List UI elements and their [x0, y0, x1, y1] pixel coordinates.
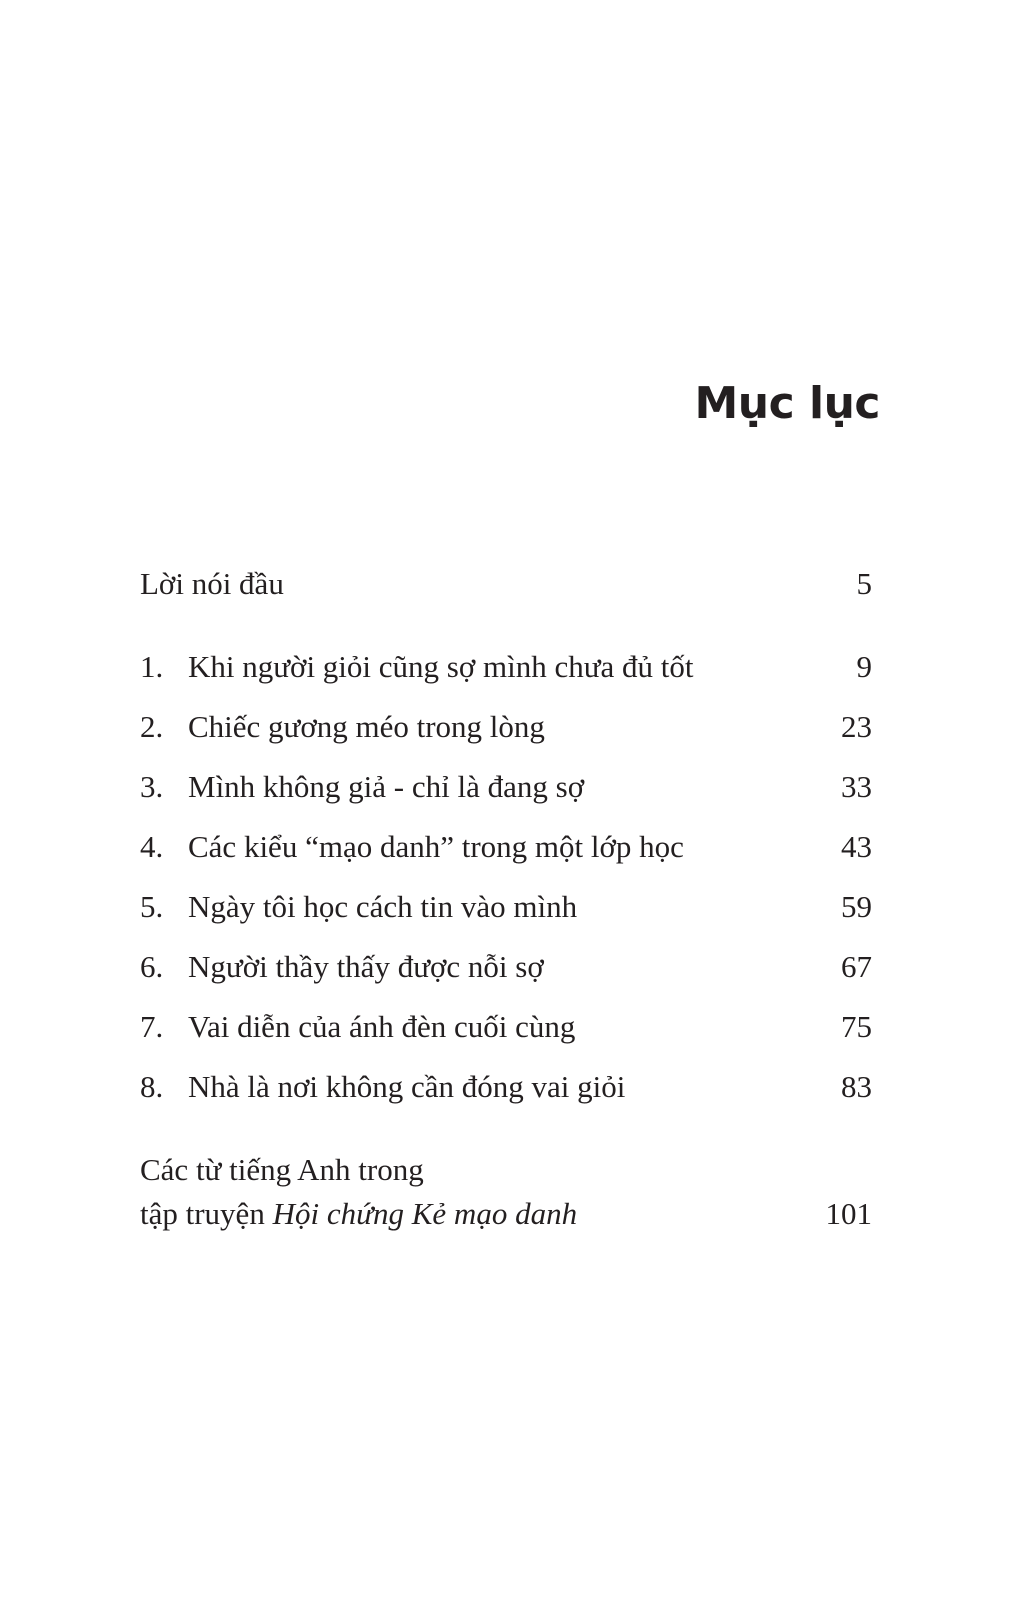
toc-entry-chapter-2	[140, 705, 872, 749]
toc-entry-chapter-1	[140, 645, 872, 689]
toc-entry-page: 9	[856, 649, 872, 684]
toc-entry-number: 3.	[140, 769, 164, 804]
toc-entry-title: Ngày tôi học cách tin vào mình	[188, 889, 578, 924]
toc-entry-number: 2.	[140, 709, 164, 744]
toc-entry-title: Chiếc gương méo trong lòng	[188, 709, 545, 744]
toc-entry-page: 67	[841, 949, 872, 984]
book-title: Hội chứng Kẻ mạo danh	[272, 1196, 578, 1231]
toc-entry-title: Vai diễn của ánh đèn cuối cùng	[188, 1009, 576, 1044]
toc-entry-page: 59	[841, 889, 872, 924]
toc-entry-title: Người thầy thấy được nỗi sợ	[188, 949, 544, 984]
toc-entry-chapter-6	[140, 945, 872, 989]
toc-entry-chapter-4	[140, 825, 872, 869]
toc-entry-page: 75	[841, 1009, 872, 1044]
toc-entry-number: 4.	[140, 829, 164, 864]
toc-entry-page: 83	[841, 1069, 872, 1104]
toc-entry-chapter-8	[140, 1065, 872, 1109]
toc-entry-title: Mình không giả - chỉ là đang sợ	[188, 769, 585, 804]
toc-entry-title: Khi người giỏi cũng sợ mình chưa đủ tốt	[188, 649, 694, 684]
toc-entry-number: 6.	[140, 949, 164, 984]
toc-entry-number: 1.	[140, 649, 164, 684]
page-title: Mục lục	[694, 378, 880, 429]
toc-entry-chapter-3	[140, 765, 872, 809]
toc-entry-title-prefix: tập truyện	[140, 1196, 273, 1231]
toc-entry-title: Lời nói đầu	[140, 566, 284, 601]
toc-entry-title: Các kiểu “mạo danh” trong một lớp học	[188, 829, 684, 864]
toc-entry-page: 33	[841, 769, 872, 804]
toc-entry-chapter-5	[140, 885, 872, 929]
toc-entry-preface	[140, 562, 872, 606]
toc-entry-title-line-1: Các từ tiếng Anh trong	[140, 1152, 424, 1187]
toc-entry-page: 23	[841, 709, 872, 744]
toc-entry-page: 101	[825, 1196, 872, 1231]
toc-entry-title: Nhà là nơi không cần đóng vai giỏi	[188, 1069, 626, 1104]
toc-entry-title-line-2	[140, 1192, 577, 1236]
toc-entry-page: 43	[841, 829, 872, 864]
toc-entry-number: 7.	[140, 1009, 164, 1044]
toc-entry-page: 5	[856, 566, 872, 601]
toc-entry-number: 5.	[140, 889, 164, 924]
toc-entry-number: 8.	[140, 1069, 164, 1104]
toc-entry-chapter-7	[140, 1005, 872, 1049]
